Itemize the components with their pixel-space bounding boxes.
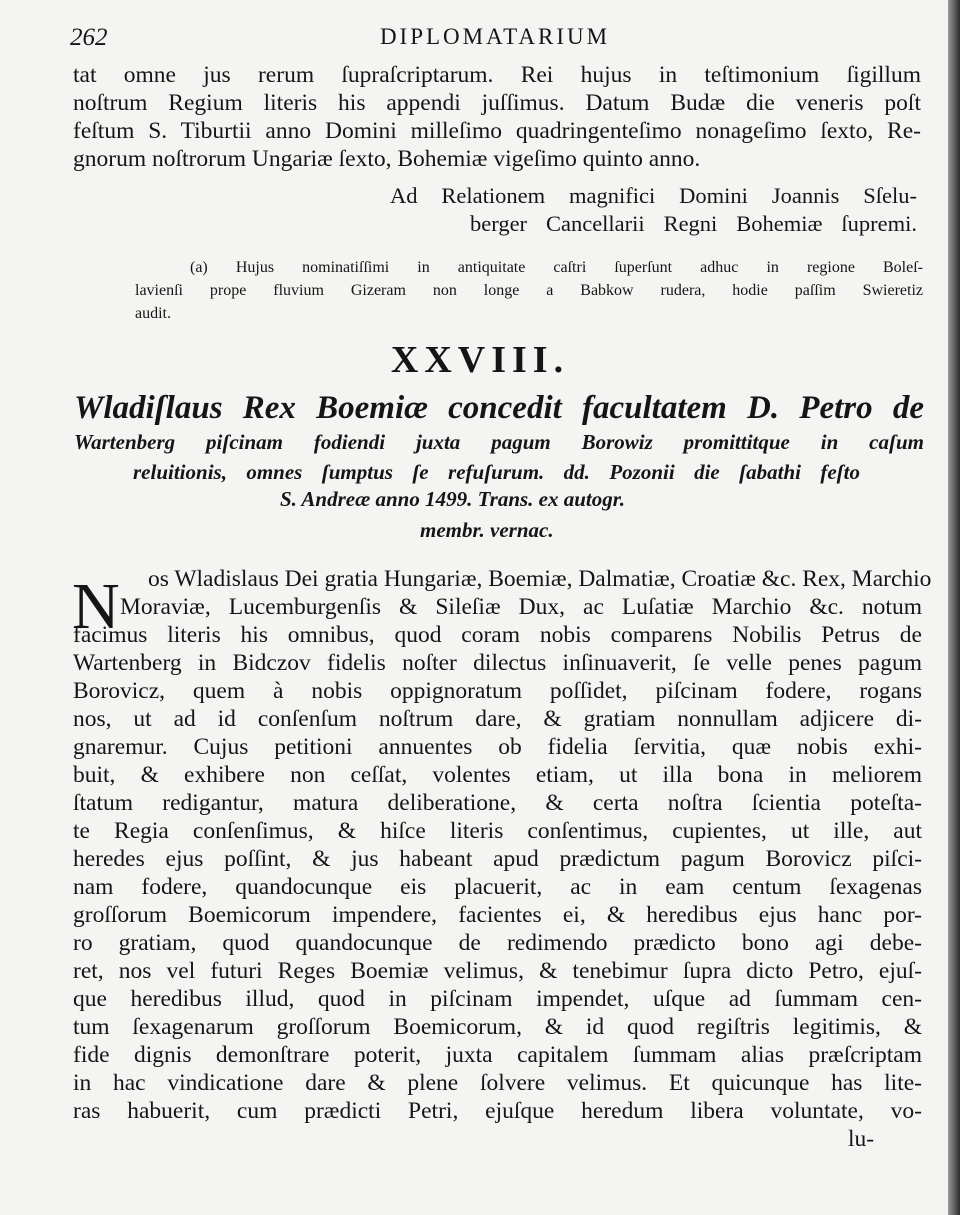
- continuation-line: tat omne jus rerum ſupraſcriptarum. Rei hujus in teſtimonium ſigillum: [73, 62, 921, 88]
- regest-line: reluitionis, omnes ſumptus ſe refuſurum. dd. Pozonii die ſabathi feſto: [133, 460, 860, 484]
- regest-line: membr. vernac.: [420, 518, 554, 542]
- regest-line: S. Andreæ anno 1499. Trans. ex autogr.: [280, 487, 626, 511]
- relation-line: Ad Relationem magnifici Domini Joannis Sſelu-: [390, 183, 917, 208]
- document-number: XXVIII.: [390, 339, 570, 381]
- body-line: Moraviæ, Lucemburgenſis & Sileſiæ Dux, ac Luſatiæ Marchio &c. notum: [120, 594, 922, 620]
- page-header: [70, 24, 920, 56]
- drop-initial: N: [72, 570, 120, 643]
- body-line: ret, nos vel futuri Reges Boemiæ velimus, & tenebimur ſupra dicto Petro, ejuſ-: [73, 958, 922, 984]
- continuation-line: noſtrum Regium literis his appendi juſſimus. Datum Budæ die veneris poſt: [73, 90, 921, 116]
- body-line: Borovicz, quem à nobis oppignoratum poſſidet, piſcinam fodere, rogans: [73, 678, 922, 704]
- body-line: que heredibus illud, quod in piſcinam impendet, uſque ad ſummam cen-: [73, 986, 922, 1012]
- page-number: 262: [70, 24, 108, 51]
- book-edge: [948, 0, 960, 1215]
- body-line: nos, ut ad id conſenſum noſtrum dare, & gratiam nonnullam adjicere di-: [73, 706, 922, 732]
- regest-line: Wartenberg piſcinam fodiendi juxta pagum Borowiz promittitque in caſum: [74, 430, 924, 454]
- footnote-line: (a) Hujus nominatiſſimi in antiquitate caſtri ſuperſunt adhuc in regione Boleſ-: [190, 259, 923, 276]
- relation-line: berger Cancellarii Regni Bohemiæ ſupremi.: [470, 211, 917, 236]
- body-line: tum ſexagenarum groſſorum Boemicorum, & id quod regiſtris legitimis, &: [73, 1014, 922, 1040]
- body-line: in hac vindicatione dare & plene ſolvere velimus. Et quicunque has lite-: [73, 1070, 922, 1096]
- body-line: os Wladislaus Dei gratia Hungariæ, Boemiæ, Dalmatiæ, Croatiæ &c. Rex, Marchio: [148, 566, 932, 592]
- footnote-line: audit.: [135, 305, 171, 322]
- body-line: ro gratiam, quod quandocunque de redimendo prædicto bono agi debe-: [73, 930, 922, 956]
- body-line: groſſorum Boemicorum impendere, facientes ei, & heredibus ejus hanc por-: [73, 902, 922, 928]
- continuation-line: feſtum S. Tiburtii anno Domini milleſimo quadringenteſimo nonageſimo ſexto, Re-: [73, 118, 921, 144]
- catchword: lu-: [848, 1126, 875, 1152]
- body-line: fide dignis demonſtrare poterit, juxta capitalem ſummam alias præſcriptam: [73, 1042, 922, 1068]
- body-line: ſtatum redigantur, matura deliberatione, & certa noſtra ſcientia poteſta-: [73, 790, 922, 816]
- body-line: heredes ejus poſſint, & jus habeant apud prædictum pagum Borovicz piſci-: [73, 846, 922, 872]
- continuation-line: gnorum noſtrorum Ungariæ ſexto, Bohemiæ vigeſimo quinto anno.: [73, 146, 701, 172]
- body-line: gnaremur. Cujus petitioni annuentes ob fidelia ſervitia, quæ nobis exhi-: [73, 734, 922, 760]
- body-line: facimus literis his omnibus, quod coram nobis comparens Nobilis Petrus de: [73, 622, 922, 648]
- body-line: te Regia conſenſimus, & hiſce literis conſentimus, cupientes, ut ille, aut: [73, 818, 922, 844]
- body-line: ras habuerit, cum prædicti Petri, ejuſque heredum libera voluntate, vo-: [73, 1098, 922, 1124]
- running-title: DIPLOMATARIUM: [379, 24, 611, 49]
- body-line: Wartenberg in Bidczov fidelis noſter dilectus inſinuaverit, ſe velle penes pagum: [73, 650, 922, 676]
- regest-line: Wladiſlaus Rex Boemiæ concedit facultatem D. Petro de: [74, 390, 924, 426]
- footnote-line: lavienſi prope fluvium Gizeram non longe a Babkow rudera, hodie paſſim Swieretiz: [135, 282, 923, 299]
- body-line: buit, & exhibere non ceſſat, volentes etiam, ut illa bona in meliorem: [73, 762, 922, 788]
- body-line: nam fodere, quandocunque eis placuerit, ac in eam centum ſexagenas: [73, 874, 922, 900]
